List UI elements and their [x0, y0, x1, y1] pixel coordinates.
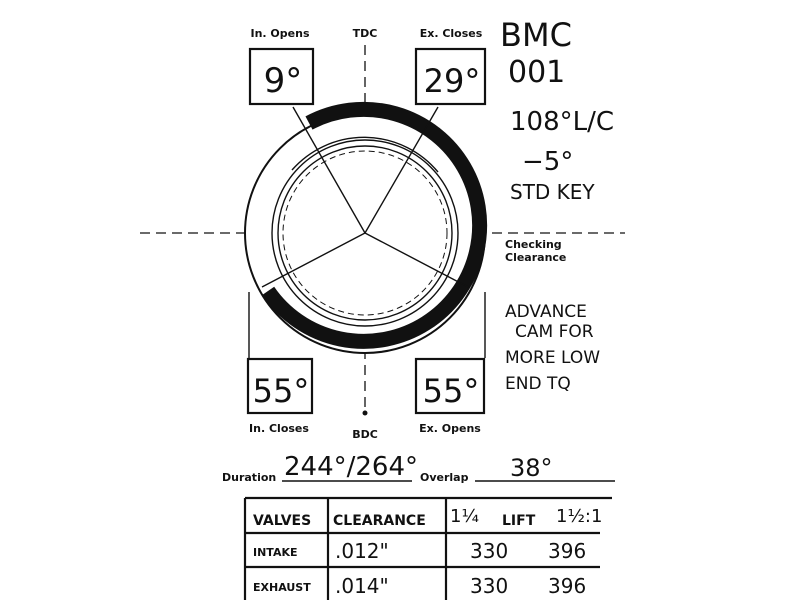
valve-table: [245, 498, 612, 600]
note-comment-line4: END TQ: [505, 374, 571, 394]
intake-closes-value: 55°: [252, 372, 310, 410]
table-row-intake-lift-a: 330: [470, 539, 509, 563]
table-row-exhaust-valve: EXHAUST: [253, 581, 311, 594]
table-row-intake-clearance: .012": [335, 539, 389, 563]
exhaust-closes-label: Ex. Closes: [419, 27, 483, 40]
table-header-ratio-b: 1½:1: [556, 506, 603, 527]
note-advance: −5°: [522, 147, 574, 177]
exhaust-closes-value: 29°: [423, 62, 481, 100]
note-cam-number: 001: [508, 55, 566, 90]
table-header-clearance: CLEARANCE: [333, 513, 426, 529]
table-header-ratio-a: 1¼: [450, 506, 479, 527]
table-row-intake-valve: INTAKE: [253, 546, 298, 559]
overlap-label: Overlap: [420, 471, 469, 484]
duration-value: 244°/264°: [284, 452, 419, 482]
exhaust-opens-value: 55°: [422, 372, 480, 410]
note-cam-maker: BMC: [500, 16, 572, 54]
table-header-lift: LIFT: [502, 513, 536, 529]
overlap-value: 38°: [510, 454, 553, 482]
note-comment-line2: CAM FOR: [515, 322, 594, 342]
table-row-intake-lift-b: 396: [548, 539, 587, 563]
note-lobe-center: 108°L/C: [510, 107, 615, 137]
table-row-exhaust-lift-b: 396: [548, 574, 587, 598]
tdc-label: TDC: [352, 27, 378, 40]
note-comment-line1: ADVANCE: [505, 302, 587, 322]
checking-clearance-line1: Checking: [505, 238, 562, 251]
note-comment-line3: MORE LOW: [505, 348, 601, 368]
bdc-label: BDC: [352, 428, 378, 441]
duration-label: Duration: [222, 471, 277, 484]
exhaust-opens-label: Ex. Opens: [419, 422, 481, 435]
table-header-valves: VALVES: [253, 513, 312, 529]
note-key: STD KEY: [510, 180, 595, 204]
intake-closes-label: In. Closes: [249, 422, 309, 435]
table-row-exhaust-clearance: .014": [335, 574, 389, 598]
checking-clearance-line2: Clearance: [505, 251, 567, 264]
intake-opens-value: 9°: [263, 61, 303, 101]
table-row-exhaust-lift-a: 330: [470, 574, 509, 598]
intake-opens-label: In. Opens: [250, 27, 310, 40]
bdc-marker: [363, 411, 368, 416]
